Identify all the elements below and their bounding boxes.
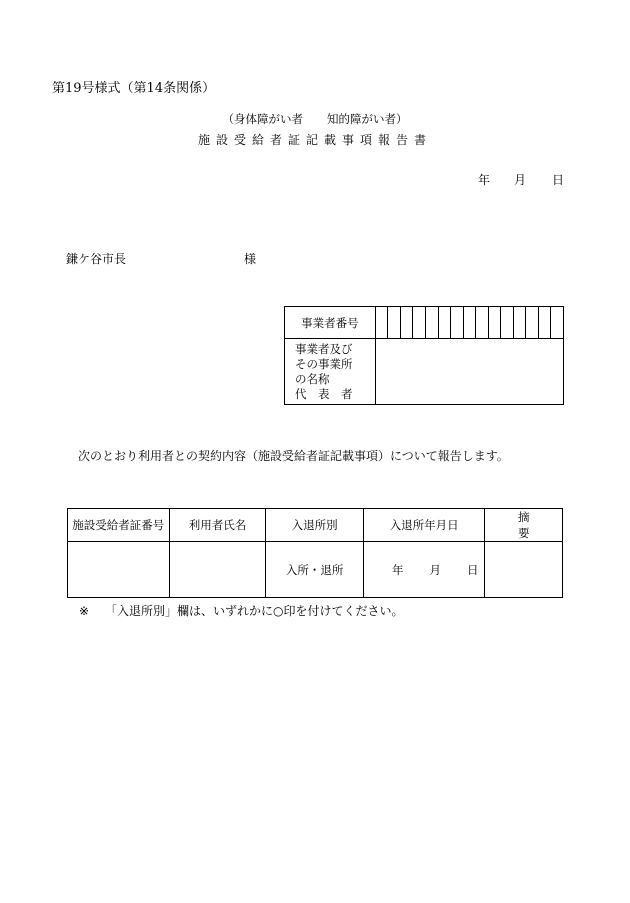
header-admission-type: 入退所別 (266, 509, 364, 542)
business-number-digit-2[interactable] (388, 307, 401, 339)
note-text: 「入退所別」欄は、いずれかに○印を付けてください。 (105, 604, 404, 618)
business-number-digit-3[interactable] (400, 307, 413, 339)
business-number-digit-15[interactable] (551, 307, 564, 339)
user-name-field[interactable] (169, 542, 266, 598)
header-certificate-number: 施設受給者証番号 (68, 509, 170, 542)
business-name-label-line: その事業所 (295, 356, 353, 371)
business-number-digit-14[interactable] (538, 307, 551, 339)
addressee: 鎌ケ谷市長 (66, 252, 127, 266)
records-header-row (68, 509, 563, 542)
business-name-label (285, 339, 376, 405)
business-number-digit-12[interactable] (513, 307, 526, 339)
business-number-digit-11[interactable] (501, 307, 514, 339)
business-name-label-line: の名称 (295, 371, 330, 386)
records-table (67, 508, 563, 598)
date-line (478, 171, 564, 188)
date-day: 日 (552, 173, 565, 187)
date-month: 月 (514, 173, 527, 187)
business-name-field[interactable] (375, 339, 563, 405)
business-number-digit-5[interactable] (425, 307, 438, 339)
form-number: 第19号様式（第14条関係） (52, 81, 216, 96)
business-name-row (285, 339, 564, 405)
subtitle (0, 111, 630, 127)
footnote (79, 602, 403, 619)
honorific: 様 (244, 252, 257, 266)
admission-date-day: 日 (466, 562, 479, 577)
header-user-name: 利用者氏名 (169, 509, 266, 542)
business-number-digit-8[interactable] (463, 307, 476, 339)
business-number-digit-4[interactable] (413, 307, 426, 339)
business-number-digit-13[interactable] (526, 307, 539, 339)
business-name-label-line: 代 表 者 (295, 386, 353, 401)
table-row (68, 542, 563, 598)
admission-date-month: 月 (429, 562, 441, 577)
admission-date-year: 年 (391, 562, 404, 577)
business-number-row (285, 307, 564, 339)
business-number-digit-10[interactable] (488, 307, 501, 339)
business-number-digit-7[interactable] (451, 307, 464, 339)
subtitle-intellectual: 知的障がい者） (327, 112, 408, 126)
admission-date-field[interactable] (363, 542, 485, 598)
header-remarks: 摘要 (485, 509, 563, 542)
note-mark: ※ (79, 604, 90, 618)
admission-type-field[interactable]: 入所・退所 (266, 542, 364, 598)
certificate-number-field[interactable] (68, 542, 170, 598)
document-title: 施設受給者証記載事項報告書 (197, 133, 432, 147)
report-statement: 次のとおり利用者との契約内容（施設受給者証記載事項）について報告します。 (78, 449, 509, 463)
date-year: 年 (478, 173, 491, 187)
header-admission-date: 入退所年月日 (363, 509, 485, 542)
business-number-digit-6[interactable] (438, 307, 451, 339)
business-number-label: 事業者番号 (285, 307, 376, 339)
business-name-label-line: 事業者及び (295, 341, 353, 356)
business-number-digit-1[interactable] (375, 307, 388, 339)
remarks-field[interactable] (485, 542, 563, 598)
subtitle-physical: （身体障がい者 (222, 112, 303, 126)
business-info-table (284, 306, 564, 405)
business-number-digit-9[interactable] (476, 307, 489, 339)
